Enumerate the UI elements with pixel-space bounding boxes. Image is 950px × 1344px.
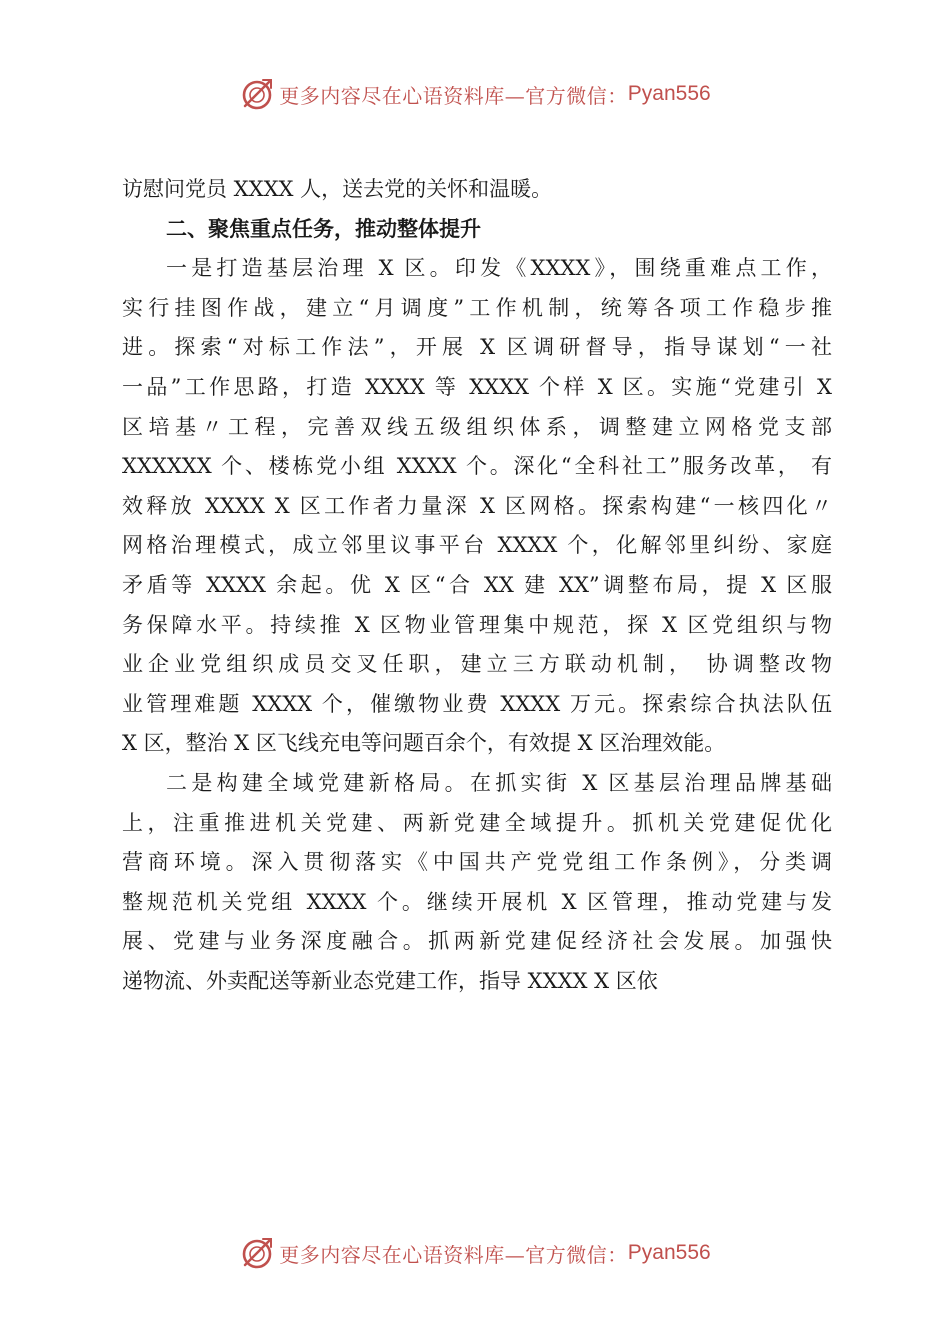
paragraph-line: 整规范机关党组 XXXX 个。继续开展机 X 区管理，推动党建与发 [122,889,832,914]
watermark-text: 更多内容尽在心语资料库—官方微信： [279,83,628,108]
paragraph-line: 区培基〃工程，完善双线五级组织体系，调整建立网格党支部 [122,414,832,439]
paragraph-line: 业企业党组织成员交叉任职，建立三方联动机制， 协调整改物 [122,652,832,677]
header-watermark [0,74,950,114]
paragraph-line: 递物流、外卖配送等新业态党建工作，指导 XXXX X 区依 [122,968,658,993]
paragraph-line: XXXXXX 个、楼栋党小组 XXXX 个。深化“全科社工”服务改革， 有 [122,454,832,479]
brand-logo-icon [239,1235,275,1271]
paragraph-line: 一品”工作思路，打造 XXXX 等 XXXX 个样 X 区。实施“党建引 X [122,374,832,399]
watermark-wechat-id: Pyan556 [627,1241,711,1264]
paragraph-line: 实行挂图作战，建立“月调度”工作机制，统筹各项工作稳步推 [122,295,832,320]
watermark-text: 更多内容尽在心语资料库—官方微信： [279,1242,628,1267]
paragraph-line: 务保障水平。持续推 X 区物业管理集中规范，探 X 区党组织与物 [122,612,832,637]
document-body [122,170,832,1001]
paragraph-line: 一是打造基层治理 X 区。印发《XXXX》，围绕重难点工作， [166,256,832,281]
footer-watermark [0,1233,950,1273]
paragraph-line: 展、党建与业务深度融合。抓两新党建促经济社会发展。加强快 [122,929,832,954]
paragraph-line: 网格治理模式，成立邻里议事平台 XXXX 个，化解邻里纠纷、家庭 [122,533,832,558]
paragraph-line: 营商环境。深入贯彻落实《中国共产党党组工作条例》，分类调 [122,850,832,875]
brand-logo-icon [239,76,275,112]
paragraph-line: 业管理难题 XXXX 个，催缴物业费 XXXX 万元。探索综合执法队伍 [122,691,832,716]
paragraph-line: 访慰问党员 XXXX 人，送去党的关怀和温暖。 [122,177,553,201]
paragraph-line: 进。探索“对标工作法”，开展 X 区调研督导，指导谋划“一社 [122,335,832,360]
paragraph-line: 效释放 XXXX X 区工作者力量深 X 区网格。探索构建“一核四化〃 [122,493,832,518]
paragraph-line: 二是构建全域党建新格局。在抓实街 X 区基层治理品牌基础 [166,770,832,795]
watermark-wechat-id: Pyan556 [627,82,711,105]
paragraph-line: 矛盾等 XXXX 余起。优 X 区“合 XX 建 XX”调整布局，提 X 区服 [122,572,832,597]
paragraph-line: X 区，整治 X 区飞线充电等问题百余个，有效提 X 区治理效能。 [122,731,726,756]
section-heading: 二、聚焦重点任务，推动整体提升 [166,216,481,241]
paragraph-line: 上，注重推进机关党建、两新党建全域提升。抓机关党建促优化 [122,810,832,835]
